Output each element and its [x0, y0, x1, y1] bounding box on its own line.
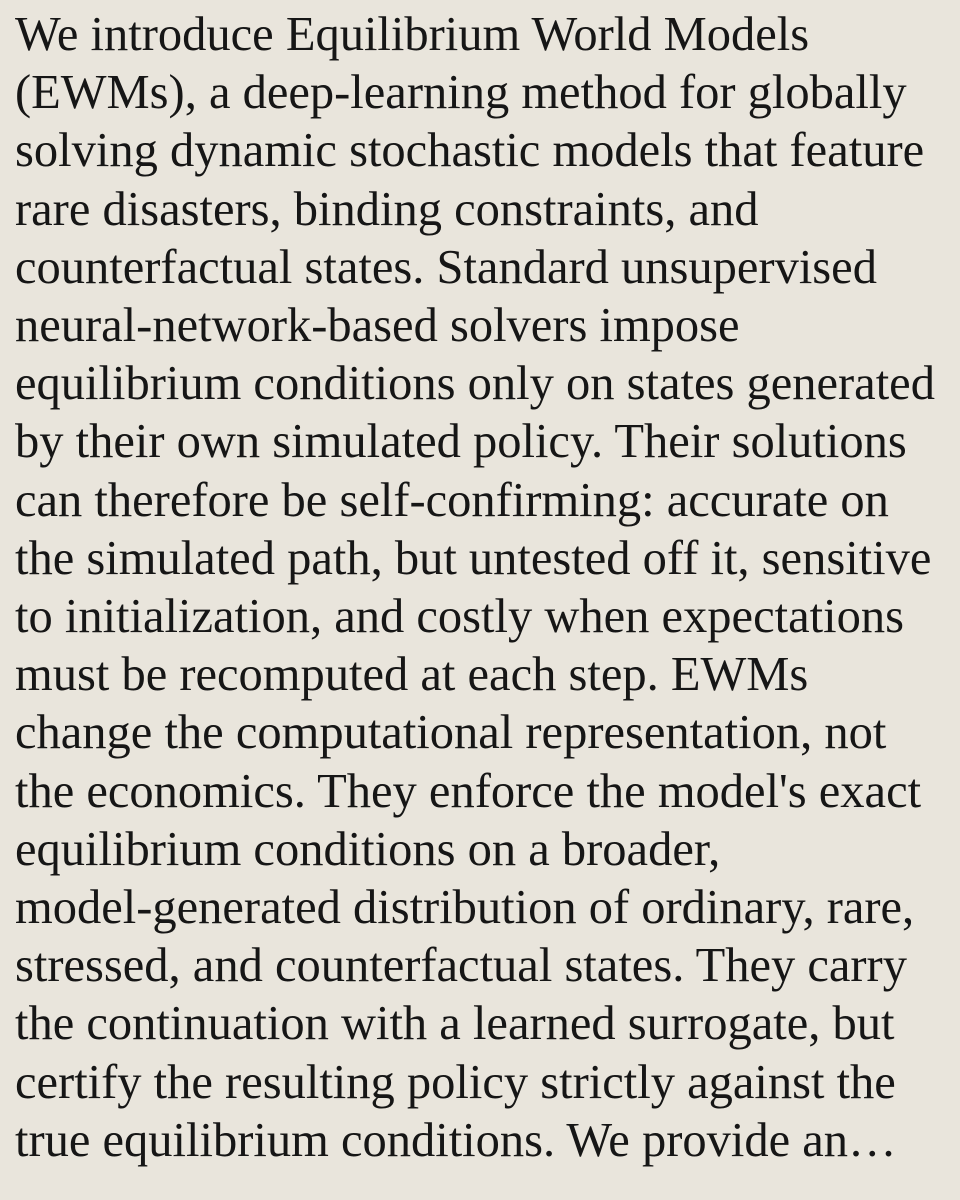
abstract-line-19: certify the resulting policy strictly against the [15, 1055, 896, 1109]
abstract-line-13: change the computational representation, not [15, 706, 887, 760]
abstract-line-15: equilibrium conditions on a broader, [15, 822, 721, 876]
abstract-line-1: We introduce Equilibrium World Models [15, 8, 810, 61]
abstract-line-4: rare disasters, binding constraints, and [15, 182, 759, 236]
abstract-line-14: the economics. They enforce the model's exact [15, 764, 922, 818]
abstract-line-17: stressed, and counterfactual states. They carry [15, 939, 907, 993]
abstract-line-6: neural-network-based solvers impose [15, 299, 740, 353]
abstract-line-18: the continuation with a learned surrogate, but [15, 997, 895, 1051]
abstract-line-5: counterfactual states. Standard unsupervised [15, 240, 877, 294]
abstract-line-20: true equilibrium conditions. We provide an… [15, 1113, 897, 1167]
abstract-line-2: (EWMs), a deep-learning method for globally [15, 66, 907, 120]
abstract-line-9: can therefore be self-confirming: accurate on [15, 473, 889, 527]
abstract-line-10: the simulated path, but untested off it, sensitive [15, 531, 932, 585]
abstract-line-12: must be recomputed at each step. EWMs [15, 648, 809, 702]
abstract-line-3: solving dynamic stochastic models that feature [15, 124, 925, 178]
abstract-text [15, 6, 960, 1170]
abstract-line-7: equilibrium conditions only on states generated [15, 357, 935, 411]
abstract-line-11: to initialization, and costly when expectations [15, 590, 904, 644]
abstract-line-16: model-generated distribution of ordinary, rare, [15, 881, 915, 935]
abstract-line-8: by their own simulated policy. Their solutions [15, 415, 907, 469]
